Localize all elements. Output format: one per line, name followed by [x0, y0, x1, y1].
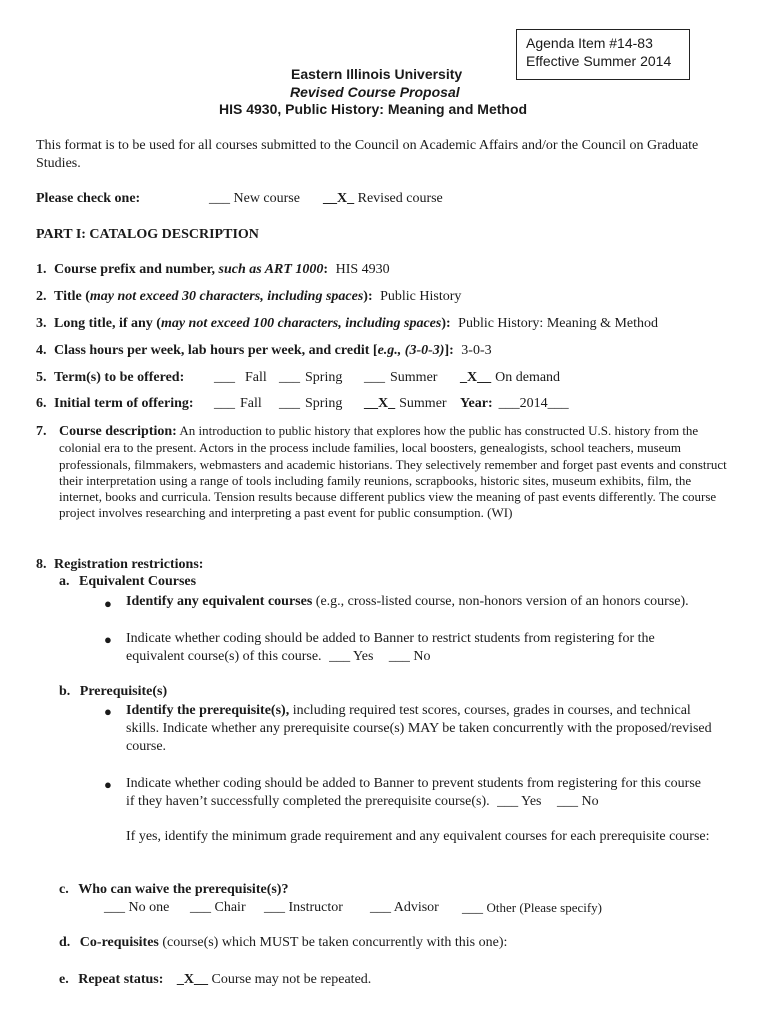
item-value: Public History: [380, 289, 462, 304]
repeat-mark[interactable]: _X__: [176, 972, 208, 987]
section-c-heading: [59, 882, 288, 898]
item-8: [36, 557, 203, 573]
new-course-label: New course: [233, 191, 300, 206]
section-b-heading: [59, 684, 167, 700]
item-label-end: ]:: [444, 343, 454, 358]
yes-label: Yes: [521, 794, 542, 809]
waive-label: No one: [128, 900, 170, 915]
waive-mark: ___: [370, 900, 391, 915]
item-label-end: ):: [441, 316, 451, 331]
repeat-value: Course may not be repeated.: [211, 972, 372, 987]
waive-label: Advisor: [393, 900, 439, 915]
waive-mark: ___: [264, 900, 285, 915]
revised-course-option[interactable]: [323, 191, 443, 207]
waive-mark: ___: [104, 900, 125, 915]
prerequisite-yes-option[interactable]: [497, 794, 541, 809]
revised-course-label: Revised course: [357, 191, 443, 206]
item-number: 3.: [36, 316, 47, 331]
item-1: 1. Course prefix and number, such as ART 1000: HIS 4930: [36, 262, 390, 277]
prerequisite-identify: [126, 702, 726, 756]
waive-other-option[interactable]: [462, 900, 602, 917]
yes-mark: ___: [329, 649, 351, 664]
new-course-mark: ___: [209, 191, 230, 206]
item-5-label: [36, 370, 184, 386]
item-label: Long title, if any (: [54, 316, 161, 331]
item-label: Initial term of offering:: [54, 396, 194, 411]
item-label-end: ):: [363, 289, 373, 304]
agenda-box: [516, 29, 690, 80]
section-letter: c.: [59, 882, 69, 897]
item-value: HIS 4930: [335, 262, 390, 277]
section-title: Equivalent Courses: [79, 574, 197, 589]
initial-fall-option[interactable]: [214, 396, 262, 412]
bullet-icon: ●: [104, 632, 112, 647]
initial-fall-mark: ___: [214, 396, 235, 411]
term-fall-option[interactable]: [214, 370, 267, 386]
course-description-label: Course description:: [59, 424, 177, 439]
item-hint: may not exceed 30 characters, including spaces: [89, 289, 364, 304]
effective-date: Effective Summer 2014: [526, 53, 672, 69]
item-4: [36, 343, 492, 359]
term-on-demand-mark: _X__: [460, 370, 492, 385]
term-summer-option[interactable]: [364, 370, 437, 386]
waive-advisor-option[interactable]: [370, 900, 439, 916]
waive-chair-option[interactable]: [190, 900, 246, 916]
section-letter: b.: [59, 684, 71, 699]
year-label: Year:: [460, 396, 493, 411]
term-summer-label: Summer: [390, 370, 438, 385]
item-hint: such as ART 1000: [218, 262, 324, 277]
agenda-item: Agenda Item #14-83: [526, 35, 653, 51]
coding-text: Indicate whether coding should be added to Banner to prevent students from registering for this course if they haven’t successfully completed the prerequisite course(s).: [126, 776, 702, 809]
initial-year: [460, 396, 569, 412]
bold-text: Identify the prerequisite(s),: [126, 703, 290, 718]
rest-text: (e.g., cross-listed course, non-honors version of an honors course).: [315, 594, 689, 609]
item-3: [36, 316, 658, 332]
new-course-option[interactable]: [209, 191, 300, 207]
section-title: Who can waive the prerequisite(s)?: [78, 882, 289, 897]
item-label: Course prefix and number,: [54, 262, 216, 277]
section-letter: a.: [59, 574, 70, 589]
term-spring-mark: ___: [279, 370, 300, 385]
item-2: [36, 289, 461, 305]
term-on-demand-option[interactable]: [460, 370, 560, 386]
waive-instructor-option[interactable]: [264, 900, 343, 916]
term-summer-mark: ___: [364, 370, 385, 385]
coding-text: Indicate whether coding should be added to Banner to restrict students from registering for the equivalent course(s) of this course.: [126, 631, 655, 664]
waive-label: Instructor: [288, 900, 343, 915]
no-label: No: [413, 649, 431, 664]
term-fall-mark: ___: [214, 370, 235, 385]
item-label: Title (: [54, 289, 90, 304]
yes-mark: ___: [497, 794, 519, 809]
item-label: Term(s) to be offered:: [54, 370, 185, 385]
course-description: [59, 423, 729, 522]
term-on-demand-label: On demand: [495, 370, 561, 385]
prerequisite-note: If yes, identify the minimum grade requirement and any equivalent courses for each prerequisite course:: [126, 829, 710, 844]
item-label: Class hours per week, lab hours per week, and credit [: [54, 343, 378, 358]
initial-summer-mark: __X_: [364, 396, 396, 411]
university-name: Eastern Illinois University: [291, 66, 463, 82]
check-label: Please check one:: [36, 191, 141, 206]
item-hint: may not exceed 100 characters, including spaces: [160, 316, 442, 331]
initial-summer-label: Summer: [399, 396, 447, 411]
initial-summer-option[interactable]: [364, 396, 447, 412]
section-letter: d.: [59, 935, 71, 950]
item-number: 6.: [36, 396, 47, 411]
year-value[interactable]: ___2014___: [498, 396, 569, 411]
item-hint: e.g., (3-0-3): [377, 343, 445, 358]
yes-label: Yes: [353, 649, 374, 664]
equivalent-coding: [126, 630, 716, 666]
item-number: 5.: [36, 370, 47, 385]
prerequisite-coding: [126, 775, 711, 811]
waive-mark: ___: [190, 900, 211, 915]
item-6-label: [36, 396, 194, 412]
item-number: 2.: [36, 289, 47, 304]
section-title: Prerequisite(s): [79, 684, 168, 699]
item-value: 3-0-3: [461, 343, 492, 358]
item-number: 1.: [36, 262, 47, 277]
intro-text: This format is to be used for all courses submitted to the Council on Academic Affairs and/or the Council on Graduate Studies.: [36, 138, 699, 171]
no-mark: ___: [556, 794, 578, 809]
equivalent-identify: [126, 594, 689, 610]
waive-mark: ___: [462, 901, 483, 916]
bullet-icon: ●: [104, 596, 112, 611]
section-a-heading: [59, 574, 196, 590]
waive-no-one-option[interactable]: [104, 900, 169, 916]
no-label: No: [581, 794, 599, 809]
revised-course-mark: __X_: [323, 191, 355, 206]
term-spring-label: Spring: [305, 370, 343, 385]
section-title: Co-requisites: [79, 935, 159, 950]
waive-label: Other (Please specify): [486, 900, 603, 915]
item-7-number: 7.: [36, 424, 47, 439]
proposal-type: Revised Course Proposal: [290, 84, 460, 100]
item-number: 4.: [36, 343, 47, 358]
term-fall-label: Fall: [245, 370, 267, 385]
section-letter: e.: [59, 972, 69, 987]
section-e: [59, 972, 371, 988]
bullet-icon: ●: [104, 704, 112, 719]
item-label: Registration restrictions:: [54, 557, 204, 572]
section-d: [59, 935, 507, 951]
bold-text: Identify any equivalent courses: [126, 594, 313, 609]
rest-text: including required test scores, courses, grades in courses, and technical skills. Indicate whether any prerequisite course(s) MAY be taken concurrently with the proposed/revised course.: [126, 703, 712, 754]
no-mark: ___: [388, 649, 410, 664]
initial-spring-option[interactable]: [279, 396, 342, 412]
section-rest: (course(s) which MUST be taken concurrently with this one):: [162, 935, 508, 950]
part1-heading: PART I: CATALOG DESCRIPTION: [36, 227, 259, 242]
item-number: 8.: [36, 557, 47, 572]
item-value: Public History: Meaning & Method: [458, 316, 659, 331]
initial-spring-mark: ___: [279, 396, 300, 411]
waive-label: Chair: [214, 900, 246, 915]
term-spring-option[interactable]: [279, 370, 342, 386]
equivalent-no-option[interactable]: [389, 649, 431, 664]
prerequisite-no-option[interactable]: [557, 794, 599, 809]
bullet-icon: ●: [104, 777, 112, 792]
initial-fall-label: Fall: [240, 396, 262, 411]
section-title: Repeat status:: [78, 972, 164, 987]
course-description-text: An introduction to public history that explores how the public has constructed U.S. history from the colonial era to the present. Actors in the process include families, local boosters, genealogists, school teachers, museum professionals, filmmakers, webmasters and academic historians. They selectively remember and forget past events and construct their interpretation using a range of tools including family reunions, scrapbooks, historic sites, museum exhibits, film, the internet, books and curricula. Tension results because different publics view the meaning of past events differently. The course project involves researching and interpreting a past event for public consumption. (WI): [59, 423, 727, 521]
course-title: HIS 4930, Public History: Meaning and Method: [219, 101, 528, 117]
equivalent-yes-option[interactable]: [329, 649, 373, 664]
initial-spring-label: Spring: [305, 396, 343, 411]
